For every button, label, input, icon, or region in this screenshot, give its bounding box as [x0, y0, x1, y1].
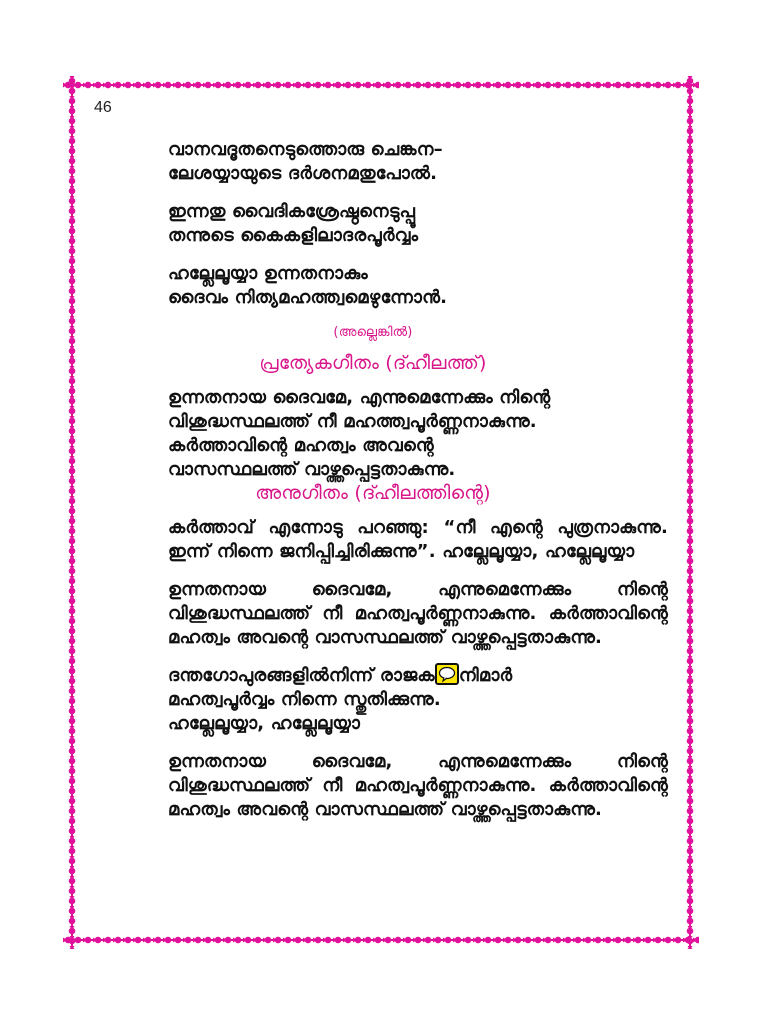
text-before-comment: ദന്തഗോപുരങ്ങളിൽനിന്ന് രാജക: [168, 665, 435, 686]
stanza-line: ലേശയ്യായുടെ ദർശനമതുപോൽ.: [168, 163, 438, 184]
paragraph-3: ഉന്നതനായ ദൈവമേ, എന്നുമെന്നേക്കും നിന്റെ വിശുദ്ധസ്ഥലത്ത് നീ മഹത്വപൂർണ്ണനാകുന്നു. കർത്താവിന്റെ മഹത്വം അവന്റെ വാസസ്ഥലത്ത് വാഴ്ത്തപ്പെട്ടതാകുന്നു.: [168, 579, 668, 648]
paragraph-line: ഉന്നതനായ ദൈവമേ, എന്നുമെന്നേക്കും നിന്റെ: [168, 387, 551, 408]
paragraph-line: വാസസ്ഥലത്ത് വാഴ്ത്തപ്പെട്ടതാകുന്നു.: [168, 459, 456, 480]
paragraph-5: ഉന്നതനായ ദൈവമേ, എന്നുമെന്നേക്കും നിന്റെ വിശുദ്ധസ്ഥലത്ത് നീ മഹത്വപൂർണ്ണനാകുന്നു. കർത്താവിന്റെ മഹത്വം അവന്റെ വാസസ്ഥലത്ത് വാഴ്ത്തപ്പെട്ടതാകുന്നു.: [168, 751, 668, 820]
border-line-bottom: [63, 939, 699, 941]
page-number: 46: [94, 99, 112, 116]
text-after-comment: നിമാർ: [458, 665, 513, 686]
paragraph-2: കർത്താവ് എന്നോടു പറഞ്ഞു: “നീ എന്റെ പുത്രനാകുന്നു. ഇന്ന് നിന്നെ ജനിപ്പിച്ചിരിക്കുന്നു”. ഹല്ലേലൂയ്യാ, ഹല്ലേലൂയ്യാ: [168, 517, 668, 562]
stanza-line: വാനവദൂതനെടുത്തൊരു ചെങ്കന–: [168, 139, 443, 160]
page-content: [168, 138, 668, 836]
section-heading-2: അനുഗീതം (ദ്ഹീലത്തിന്റെ): [255, 482, 491, 504]
border-line-top: [63, 84, 699, 86]
paragraph-line: കർത്താവിന്റെ മഹത്വം അവന്റെ: [168, 435, 434, 456]
stanza-3: [168, 262, 668, 310]
paragraph-line: [168, 664, 668, 688]
paragraph-4: [168, 664, 668, 736]
paragraph-1: [168, 386, 668, 482]
alternate-note: (അല്ലെങ്കിൽ): [333, 325, 413, 340]
stanza-line: ദൈവം നിത്യമഹത്ത്വമെഴുന്നോൻ.: [168, 287, 448, 308]
stanza-line: ഇന്നതു വൈദികശ്രേഷ്ഠനെടുപ്പൂ: [168, 201, 416, 222]
section-heading-1: പ്രത്യേകഗീതം (ദ്ഹീലത്ത്): [259, 352, 487, 374]
paragraph-line: മഹത്വപൂർവ്വം നിന്നെ സ്തുതിക്കുന്നു.: [168, 689, 441, 710]
stanza-2: [168, 200, 668, 248]
border-line-right: [689, 76, 691, 949]
paragraph-line: ഹല്ലേലൂയ്യാ, ഹല്ലേലൂയ്യാ: [168, 713, 361, 734]
comment-icon[interactable]: [435, 663, 459, 685]
stanza-line: തന്നുടെ കൈകളിലാദരപൂർവ്വം: [168, 225, 419, 246]
paragraph-line: വിശുദ്ധസ്ഥലത്ത് നീ മഹത്ത്വപൂർണ്ണനാകുന്നു.: [168, 411, 537, 432]
border-line-left: [71, 76, 73, 949]
stanza-line: ഹല്ലേലൂയ്യാ ഉന്നതനാകും: [168, 263, 368, 284]
stanza-1: [168, 138, 668, 186]
